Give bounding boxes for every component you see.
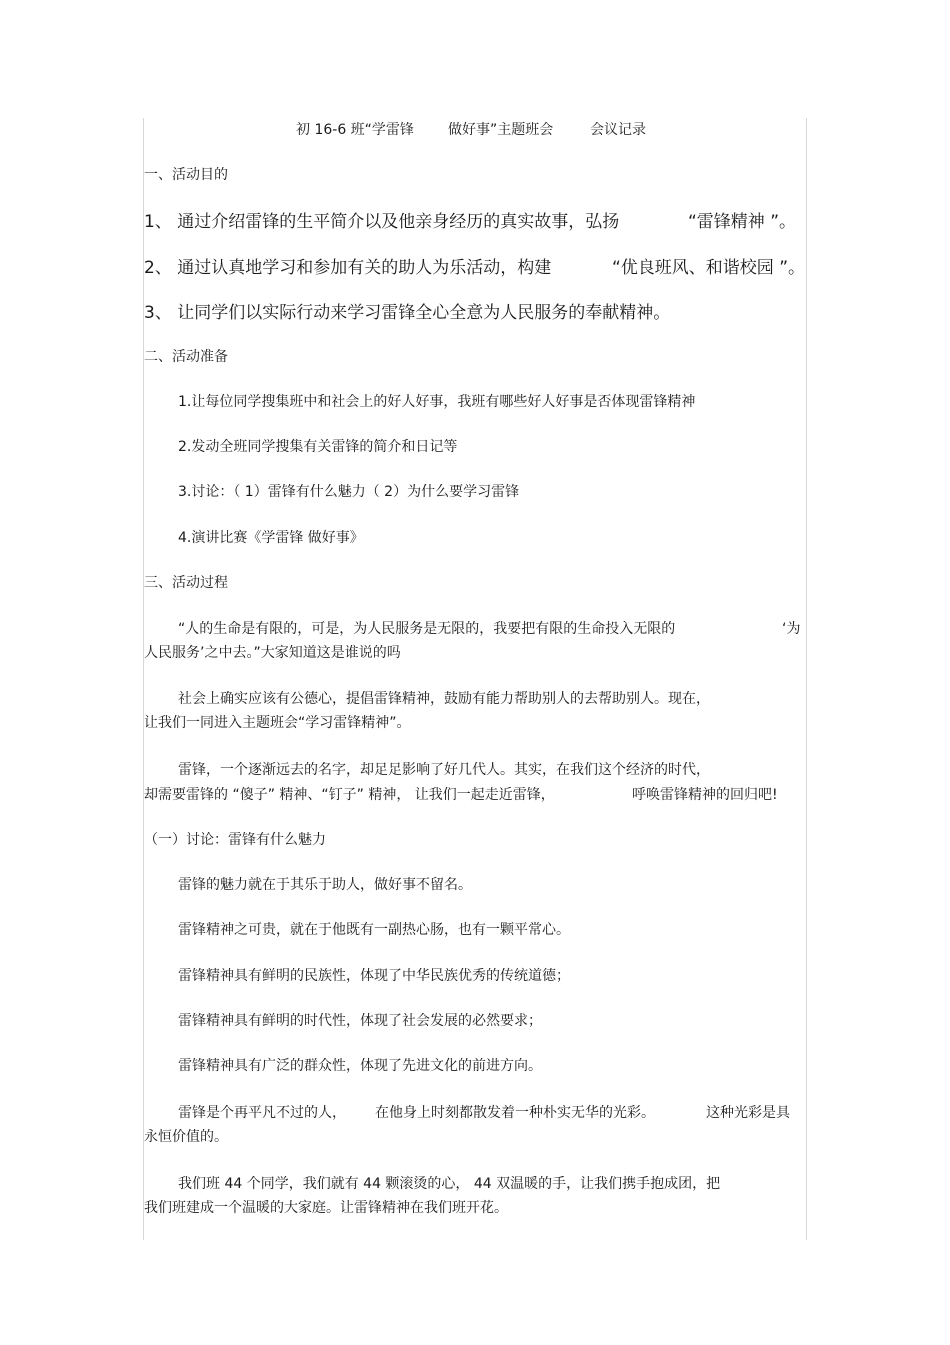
title-part-3: 会议记录: [590, 122, 646, 138]
quote-paragraph-line-1: “人的生命是有限的，可是，为人民服务是无限的，我要把有限的生命投入无限的: [178, 621, 676, 637]
ordinary-paragraph-part-1: 雷锋是个再平凡不过的人，: [178, 1105, 346, 1121]
class-paragraph-line-1: 我们班 44 个同学，我们就有 44 颗滚烫的心， 44 双温暖的手，让我们携手抱成团，把: [178, 1176, 721, 1192]
leifeng-paragraph-line-1: 雷锋，一个逐渐远去的名字，却足足影响了好几代人。其实，在我们这个经济的时代，: [178, 762, 710, 778]
intro-paragraph-line-1: 社会上确实应该有公德心，提倡雷锋精神，鼓励有能力帮助别人的去帮助别人。现在，: [178, 691, 710, 707]
right-margin-line: [806, 118, 807, 1240]
charm-line-3: 雷锋精神具有鲜明的民族性，体现了中华民族优秀的传统道德；: [178, 968, 570, 984]
charm-line-5: 雷锋精神具有广泛的群众性，体现了先进文化的前进方向。: [178, 1058, 542, 1074]
prep-item-4: 4.演讲比赛《学雷锋 做好事》: [178, 530, 364, 546]
purpose-item-2-quote: “优良班风、和谐校园 ”。: [612, 258, 806, 278]
leifeng-paragraph-line-2-end: 呼唤雷锋精神的回归吧!: [632, 787, 778, 803]
section-1-heading: 一、活动目的: [144, 167, 228, 183]
leifeng-paragraph-line-2: 却需要雷锋的 “傻子” 精神、“钉子” 精神， 让我们一起走近雷锋，: [144, 787, 555, 803]
purpose-item-1-quote: “雷锋精神 ”。: [688, 212, 797, 232]
section-3-heading: 三、活动过程: [144, 575, 228, 591]
purpose-item-1: 1、 通过介绍雷锋的生平简介以及他亲身经历的真实故事，弘扬: [144, 212, 620, 232]
section-2-heading: 二、活动准备: [144, 349, 228, 365]
charm-line-4: 雷锋精神具有鲜明的时代性，体现了社会发展的必然要求；: [178, 1013, 542, 1029]
quote-paragraph-line-2: 人民服务’之中去。”大家知道这是谁说的吗: [144, 645, 401, 661]
class-paragraph-line-2: 我们班建成一个温暖的大家庭。让雷锋精神在我们班开花。: [144, 1200, 508, 1216]
prep-item-2: 2.发动全班同学搜集有关雷锋的简介和日记等: [178, 439, 458, 455]
prep-item-3: 3.讨论：（ 1）雷锋有什么魅力（ 2）为什么要学习雷锋: [178, 484, 520, 500]
prep-item-1: 1.让每位同学搜集班中和社会上的好人好事，我班有哪些好人好事是否体现雷锋精神: [178, 394, 696, 410]
left-margin-line: [143, 118, 144, 1240]
charm-line-1: 雷锋的魅力就在于其乐于助人，做好事不留名。: [178, 877, 472, 893]
purpose-item-2: 2、 通过认真地学习和参加有关的助人为乐活动，构建: [144, 258, 552, 278]
ordinary-paragraph-line-2: 永恒价值的。: [144, 1129, 228, 1145]
ordinary-paragraph-part-3: 这种光彩是具: [706, 1105, 790, 1121]
intro-paragraph-line-2: 让我们一同进入主题班会“学习雷锋精神”。: [144, 715, 411, 731]
purpose-item-3: 3、 让同学们以实际行动来学习雷锋全心全意为人民服务的奉献精神。: [144, 303, 671, 323]
title-part-2: 做好事”主题班会: [448, 122, 554, 138]
charm-line-2: 雷锋精神之可贵，就在于他既有一副热心肠，也有一颗平常心。: [178, 922, 570, 938]
title-part-1: 初 16-6 班“学雷锋: [296, 122, 414, 138]
discussion-heading: （一）讨论：雷锋有什么魅力: [144, 832, 326, 848]
ordinary-paragraph-part-2: 在他身上时刻都散发着一种朴实无华的光彩。: [375, 1105, 655, 1121]
quote-paragraph-end: ‘为: [782, 621, 801, 637]
